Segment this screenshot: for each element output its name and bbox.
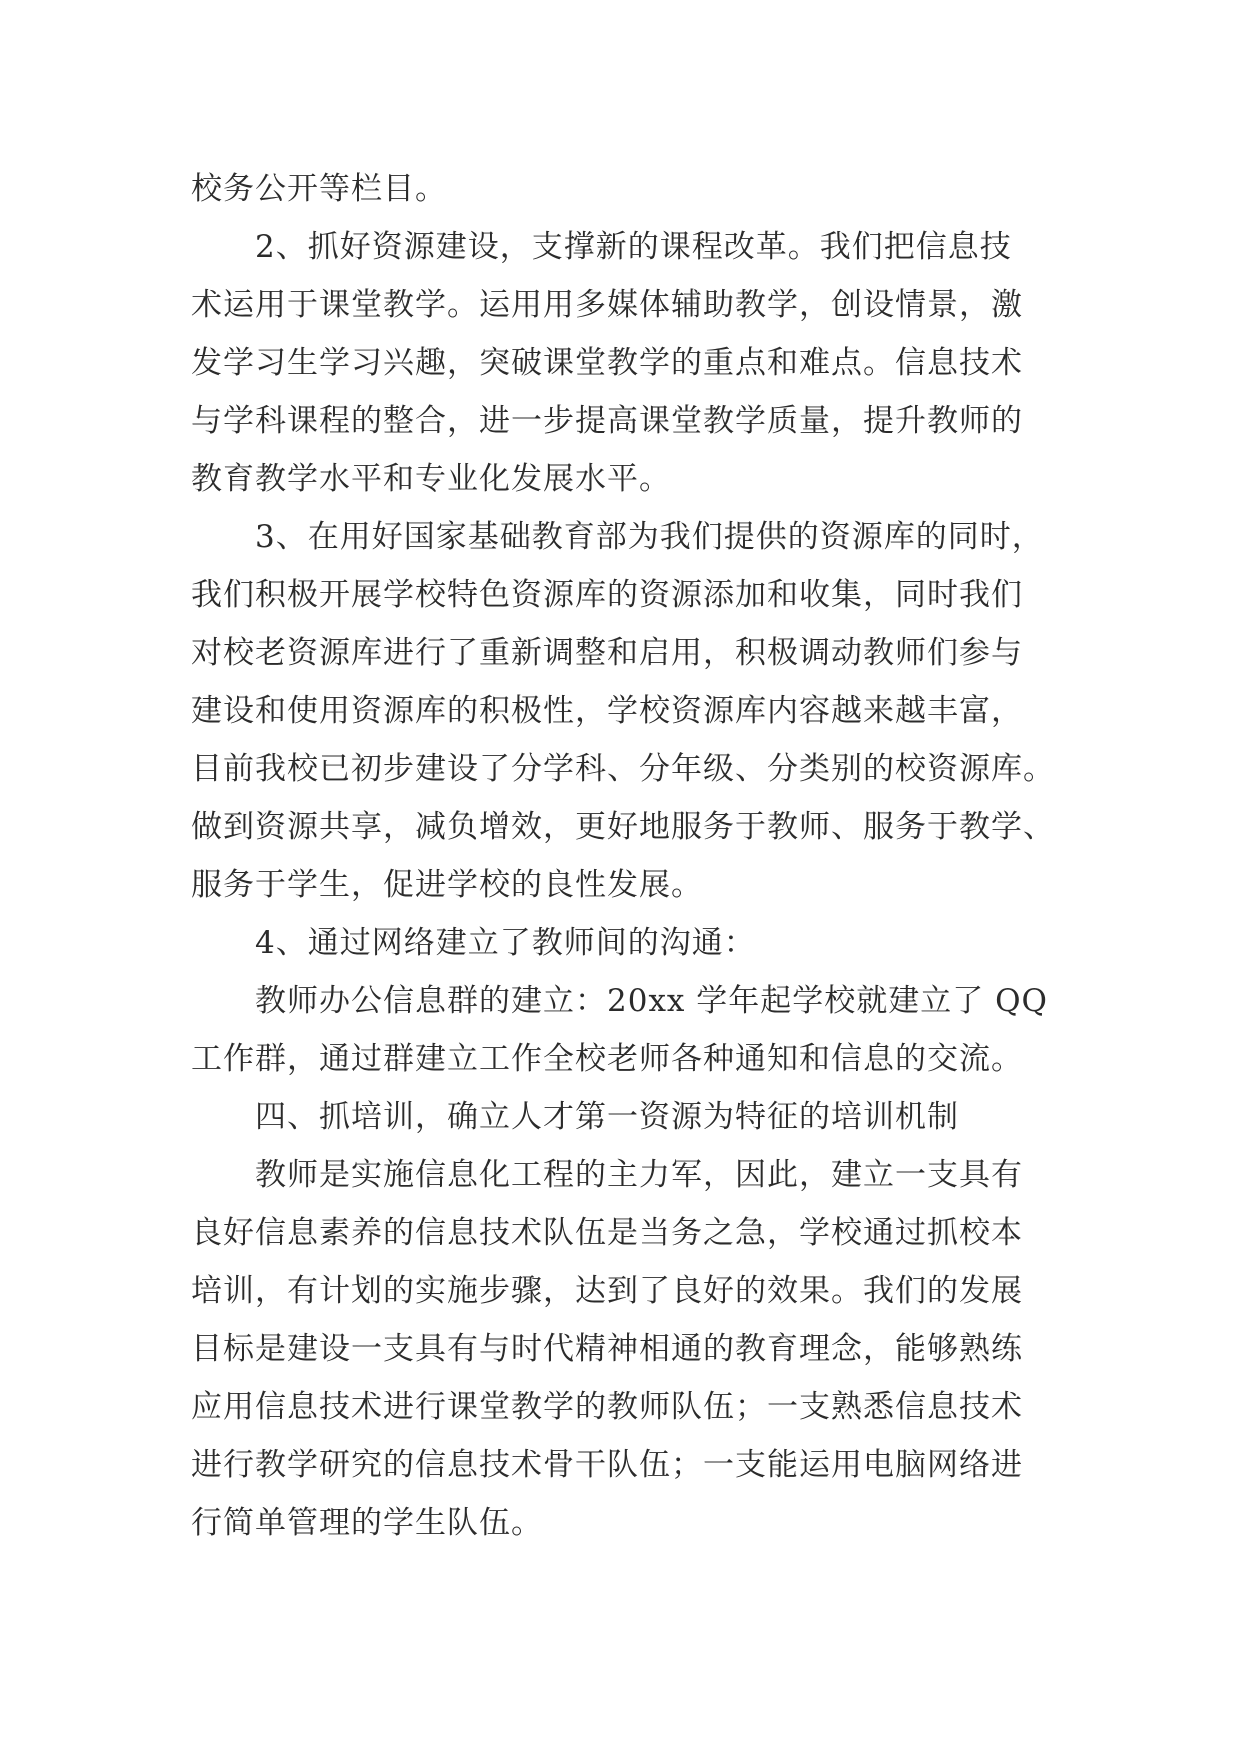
- text-line: 建设和使用资源库的积极性，学校资源库内容越来越丰富，: [191, 693, 1023, 729]
- text-line: 教师办公信息群的建立：20xx 学年起学校就建立了 QQ: [255, 983, 1048, 1019]
- text-line: 教育教学水平和专业化发展水平。: [191, 461, 671, 497]
- text-line: 行简单管理的学生队伍。: [191, 1505, 543, 1541]
- text-line: 我们积极开展学校特色资源库的资源添加和收集，同时我们: [191, 577, 1023, 613]
- text-line: 4、通过网络建立了教师间的沟通：: [255, 925, 756, 961]
- text-line: 术运用于课堂教学。运用用多媒体辅助教学，创设情景，激: [191, 287, 1023, 323]
- text-line: 教师是实施信息化工程的主力军，因此，建立一支具有: [255, 1157, 1023, 1193]
- text-line: 与学科课程的整合，进一步提高课堂教学质量，提升教师的: [191, 403, 1023, 439]
- text-line: 3、在用好国家基础教育部为我们提供的资源库的同时，: [255, 519, 1044, 555]
- text-line: 目前我校已初步建设了分学科、分年级、分类别的校资源库。: [191, 751, 1055, 787]
- text-line: 2、抓好资源建设，支撑新的课程改革。我们把信息技: [255, 229, 1012, 265]
- text-line: 目标是建设一支具有与时代精神相通的教育理念，能够熟练: [191, 1331, 1023, 1367]
- document-body: [191, 160, 1061, 1552]
- text-line: 发学习生学习兴趣，突破课堂教学的重点和难点。信息技术: [191, 345, 1023, 381]
- text-line: 服务于学生，促进学校的良性发展。: [191, 867, 703, 903]
- text-line: 应用信息技术进行课堂教学的教师队伍；一支熟悉信息技术: [191, 1389, 1023, 1425]
- text-line: 做到资源共享，减负增效，更好地服务于教师、服务于教学、: [191, 809, 1055, 845]
- text-line: 良好信息素养的信息技术队伍是当务之急，学校通过抓校本: [191, 1215, 1023, 1251]
- text-line: 进行教学研究的信息技术骨干队伍；一支能运用电脑网络进: [191, 1447, 1023, 1483]
- text-line: 培训，有计划的实施步骤，达到了良好的效果。我们的发展: [191, 1273, 1023, 1309]
- text-line: 工作群，通过群建立工作全校老师各种通知和信息的交流。: [191, 1041, 1023, 1077]
- text-line: 对校老资源库进行了重新调整和启用，积极调动教师们参与: [191, 635, 1023, 671]
- text-line: 校务公开等栏目。: [191, 171, 447, 207]
- section-heading: 四、抓培训，确立人才第一资源为特征的培训机制: [255, 1099, 959, 1135]
